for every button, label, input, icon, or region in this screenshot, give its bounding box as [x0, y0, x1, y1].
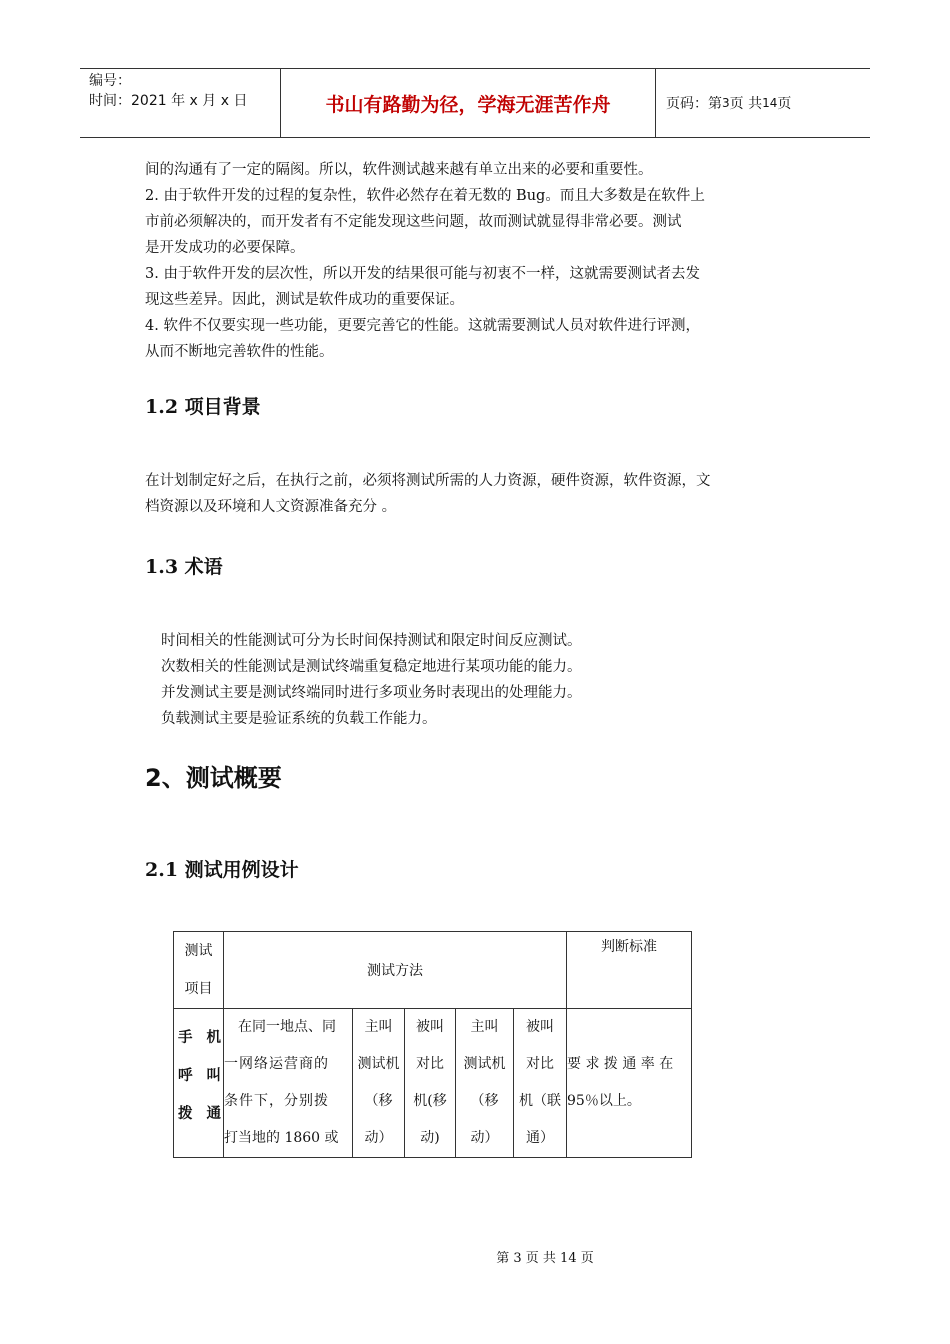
table-row [174, 1009, 692, 1158]
code-label: 编号： [89, 73, 131, 89]
page-prefix: 页码：第 [666, 96, 722, 112]
section-heading-2: 2、测试概要 [145, 764, 282, 792]
section-1-3-body [161, 628, 841, 732]
text-line: 间的沟通有了一定的隔阂。所以，软件测试越来越有单立出来的必要和重要性。 [145, 162, 653, 178]
text-line: 现这些差异。因此，测试是软件成功的重要保证。 [145, 292, 464, 308]
text-line: 时间相关的性能测试可分为长时间保持测试和限定时间反应测试。 [161, 633, 582, 649]
page-mid: 页 共 [729, 96, 763, 112]
text-line: 从而不断地完善软件的性能。 [145, 344, 334, 360]
header-test-method: 测试方法 [224, 932, 567, 1009]
text-line: 是开发成功的必要保障。 [145, 240, 305, 256]
text-line: 市前必须解决的，而开发者有不定能发现这些问题，故而测试就显得非常必要。测试 [145, 214, 682, 230]
text-line: 4. 软件不仅要实现一些功能，更要完善它的性能。这就需要测试人员对软件进行评测， [145, 318, 700, 334]
section-1-2-body [145, 468, 825, 520]
header-motto: 书山有路勤为径，学海无涯苦作舟 [280, 69, 656, 137]
header-criteria: 判断标准 [567, 932, 692, 1009]
text-line: 3. 由于软件开发的层次性，所以开发的结果很可能与初衷不一样，这就需要测试者去发 [145, 266, 700, 282]
page-header [80, 68, 870, 138]
text-line: 档资源以及环境和人文资源准备充分 。 [145, 499, 397, 515]
page-current: 3 [722, 96, 730, 110]
col-callee-mobile: 被叫 对比 机(移 动) [405, 1009, 456, 1158]
row-criteria: 要 求 拨 通 率 在 95％以上。 [567, 1009, 692, 1158]
col-caller-mobile-2: 主叫 测试机 （移 动） [456, 1009, 514, 1158]
intro-paragraph [145, 157, 825, 365]
section-heading-1-3: 1.3 术语 [145, 556, 223, 578]
header-page-number [656, 69, 870, 137]
header-test-item: 测试 项目 [174, 932, 224, 1009]
section-heading-1-2: 1.2 项目背景 [145, 396, 261, 418]
text-line: 并发测试主要是测试终端同时进行多项业务时表现出的处理能力。 [161, 685, 582, 701]
text-line: 次数相关的性能测试是测试终端重复稳定地进行某项功能的能力。 [161, 659, 582, 675]
time-label: 时间：2021 年 x 月 x 日 [89, 93, 248, 109]
row-test-item: 手 机 呼 叫 拨 通 [174, 1009, 224, 1158]
text-line: 在计划制定好之后，在执行之前，必须将测试所需的人力资源，硬件资源，软件资源，文 [145, 473, 711, 489]
page-suffix: 页 [777, 96, 792, 112]
text-line: 负载测试主要是验证系统的负载工作能力。 [161, 711, 437, 727]
col-caller-mobile: 主叫 测试机 （移 动） [353, 1009, 405, 1158]
page-footer: 第 3 页 共 14 页 [496, 1251, 594, 1266]
section-heading-2-1: 2.1 测试用例设计 [145, 859, 299, 881]
page-total: 14 [762, 96, 778, 110]
table-header-row [174, 932, 692, 1009]
col-callee-unicom: 被叫 对比 机（联 通） [514, 1009, 567, 1158]
row-description: 在同一地点、同 一网络运营商的 条件下，分别拨 打当地的 1860 或 [224, 1009, 353, 1158]
header-meta [80, 69, 280, 137]
text-line: 2. 由于软件开发的过程的复杂性，软件必然存在着无数的 Bug。而且大多数是在软件上 [145, 188, 705, 204]
test-case-table [173, 931, 692, 1158]
